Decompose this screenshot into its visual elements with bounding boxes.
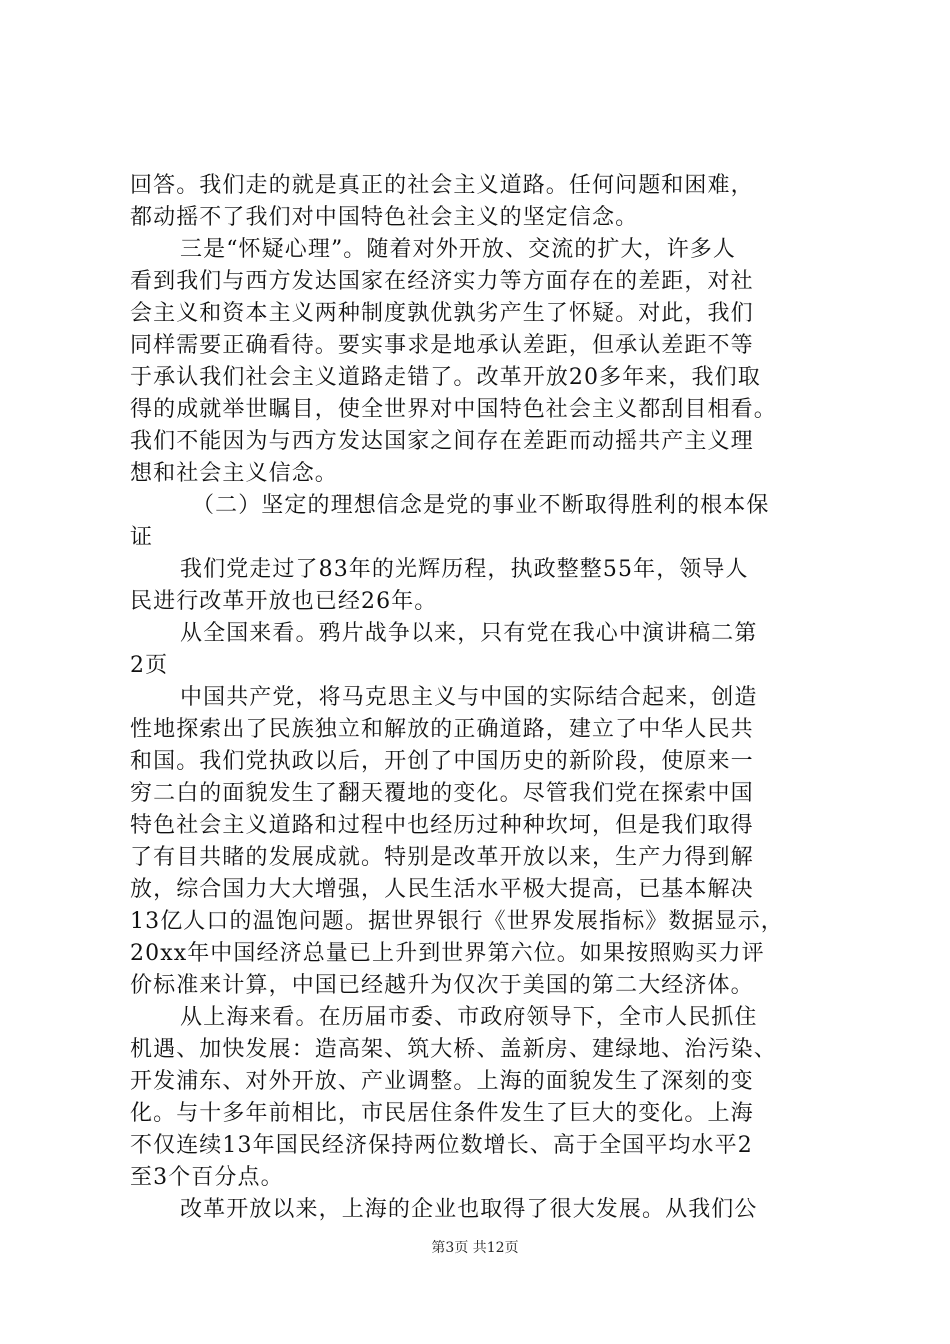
text-line: 放，综合国力大大增强，人民生活水平极大提高，已基本解决 (130, 877, 754, 902)
paragraph-start: 从全国来看。鸦片战争以来，只有党在我心中演讲稿二第 (180, 621, 758, 646)
text-line: 都动摇不了我们对中国特色社会主义的坚定信念。 (130, 205, 639, 230)
text-line: 回答。我们走的就是真正的社会主义道路。任何问题和困难， (130, 173, 754, 198)
paragraph-start: 我们党走过了83年的光辉历程，执政整整55年，领导人 (180, 557, 749, 582)
text-line: 想和社会主义信念。 (130, 461, 338, 486)
paragraph-start: 改革开放以来，上海的企业也取得了很大发展。从我们公 (180, 1197, 758, 1222)
section-heading: （二）坚定的理想信念是党的事业不断取得胜利的根本保 (192, 493, 770, 518)
text-line: 民进行改革开放也已经26年。 (130, 589, 438, 614)
text-line: 不仅连续13年国民经济保持两位数增长、高于全国平均水平2 (130, 1133, 753, 1158)
text-line: 特色社会主义道路和过程中也经历过种种坎坷，但是我们取得 (130, 813, 754, 838)
text-line: 我们不能因为与西方发达国家之间存在差距而动摇共产主义理 (130, 429, 754, 454)
text-line: 化。与十多年前相比，市民居住条件发生了巨大的变化。上海 (130, 1101, 754, 1126)
text-line: 会主义和资本主义两种制度孰优孰劣产生了怀疑。对此，我们 (130, 301, 754, 326)
text-line: 于承认我们社会主义道路走错了。改革开放20多年来，我们取 (130, 365, 761, 390)
text-line: 20xx年中国经济总量已上升到世界第六位。如果按照购买力评 (130, 941, 765, 966)
text-line: 了有目共睹的发展成就。特别是改革开放以来，生产力得到解 (130, 845, 754, 870)
text-line: 穷二白的面貌发生了翻天覆地的变化。尽管我们党在探索中国 (130, 781, 754, 806)
text-line: 同样需要正确看待。要实事求是地承认差距，但承认差距不等 (130, 333, 754, 358)
text-line: 开发浦东、对外开放、产业调整。上海的面貌发生了深刻的变 (130, 1069, 754, 1094)
page-number-footer: 第3页 共12页 (431, 1240, 519, 1256)
text-line: 价标准来计算，中国已经越升为仅次于美国的第二大经济体。 (130, 973, 754, 998)
section-heading-continued: 证 (130, 525, 154, 550)
text-line: 性地探索出了民族独立和解放的正确道路，建立了中华人民共 (130, 717, 754, 742)
text-line: 至3个百分点。 (130, 1165, 284, 1190)
paragraph-start: 中国共产党，将马克思主义与中国的实际结合起来，创造 (180, 685, 758, 710)
document-body (130, 170, 830, 1226)
paragraph-start: 从上海来看。在历届市委、市政府领导下，全市人民抓住 (180, 1005, 758, 1030)
text-line: 2页 (130, 653, 169, 678)
text-line: 13亿人口的温饱问题。据世界银行《世界发展指标》数据显示， (130, 909, 784, 934)
text-line: 机遇、加快发展：造高架、筑大桥、盖新房、建绿地、治污染、 (130, 1037, 777, 1062)
paragraph-start: 三是“怀疑心理”。随着对外开放、交流的扩大，许多人 (180, 237, 736, 262)
text-line: 和国。我们党执政以后，开创了中国历史的新阶段，使原来一 (130, 749, 754, 774)
text-line: 得的成就举世瞩目，使全世界对中国特色社会主义都刮目相看。 (130, 397, 777, 422)
text-line: 看到我们与西方发达国家在经济实力等方面存在的差距，对社 (130, 269, 754, 294)
